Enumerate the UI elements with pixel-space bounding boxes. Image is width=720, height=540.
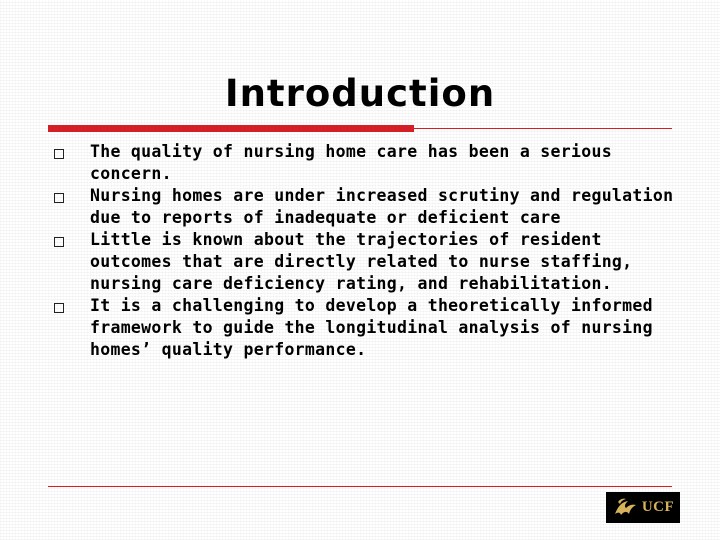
footer-divider [48,486,672,487]
bullet-text: It is a challenging to develop a theoretically informed framework to guide the longitudinal analysis of nursing homes’ quality performance. [90,296,653,359]
slide-title: Introduction [224,72,496,115]
logo-text: UCF [641,499,675,515]
bullet-text: Little is known about the trajectories of resident outcomes that are directly related to nurse staffing, nursing care deficiency rating, and rehabilitation. [90,230,633,293]
bullet-list [48,141,678,361]
bullet-item [48,229,678,295]
bullet-item [48,185,678,229]
bullet-item [48,295,678,361]
bullet-text: Nursing homes are under increased scrutiny and regulation due to reports of inadequate or deficient care [90,186,674,227]
hollow-square-icon [54,303,64,313]
hollow-square-icon [54,237,64,247]
bullet-text: The quality of nursing home care has been a serious concern. [90,142,612,183]
bullet-item [48,141,678,185]
ucf-logo [606,492,680,523]
hollow-square-icon [54,149,64,159]
pegasus-icon [612,496,638,520]
title-underline [48,128,672,129]
hollow-square-icon [54,193,64,203]
